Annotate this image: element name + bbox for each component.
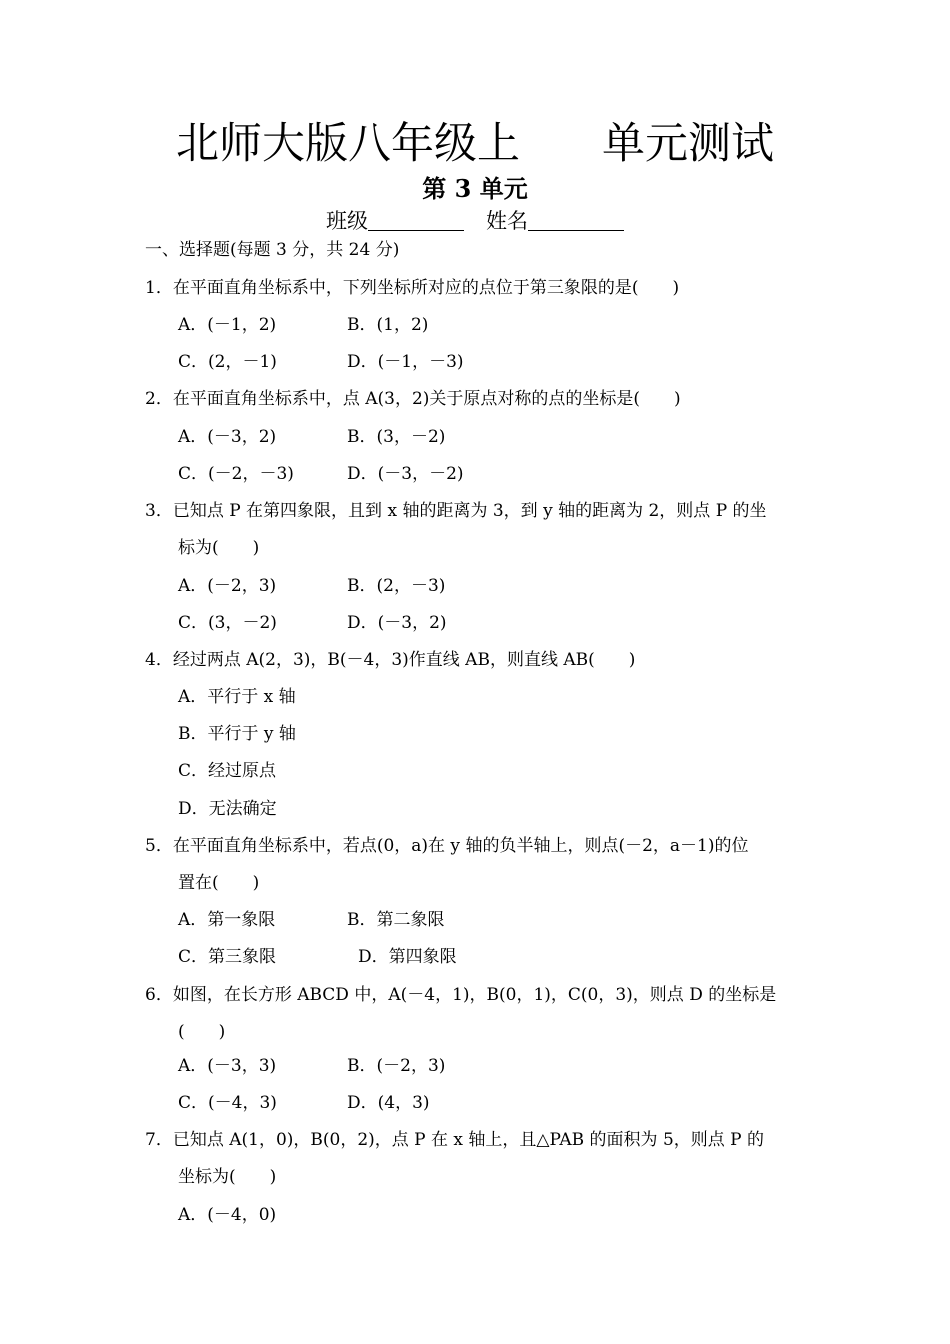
page-title: 北师大版八年级上 单元测试 — [175, 119, 774, 169]
option: B．平行于 y 轴 — [178, 724, 296, 744]
option: A．(－3，3) — [178, 1056, 277, 1076]
option: D．(－1，－3) — [347, 352, 464, 372]
unit-subtitle: 第 3 单元 — [422, 174, 528, 203]
option: A．第一象限 — [178, 910, 276, 930]
option: D．(4，3) — [347, 1093, 430, 1113]
class-blank — [368, 208, 464, 231]
name-label: 姓名 — [486, 209, 528, 233]
question-stem: 1．在平面直角坐标系中，下列坐标所对应的点位于第三象限的是( ) — [145, 278, 680, 298]
question-stem: 3．已知点 P 在第四象限，且到 x 轴的距离为 3，到 y 轴的距离为 2，则点 P 的坐 — [145, 501, 767, 521]
option: B．第二象限 — [347, 910, 445, 930]
option: D．(－3，2) — [347, 613, 447, 633]
option: A．平行于 x 轴 — [178, 687, 296, 707]
option: C．(2，－1) — [178, 352, 277, 372]
option: B．(1，2) — [347, 315, 429, 335]
question-stem-continued: 置在( ) — [178, 873, 260, 893]
option: C．(3，－2) — [178, 613, 277, 633]
student-info-line — [0, 206, 950, 236]
section-heading: 一、选择题(每题 3 分，共 24 分) — [145, 240, 400, 260]
option: D．第四象限 — [358, 947, 457, 967]
option: B．(2，－3) — [347, 576, 446, 596]
option: D．(－3，－2) — [347, 464, 464, 484]
question-stem-continued: 坐标为( ) — [178, 1167, 277, 1187]
option: C．(－4，3) — [178, 1093, 277, 1113]
option: C．第三象限 — [178, 947, 277, 967]
question-stem: 6．如图，在长方形 ABCD 中，A(－4，1)，B(0，1)，C(0，3)，则点 D 的坐标是 — [145, 985, 777, 1005]
question-stem: 7．已知点 A(1，0)，B(0，2)，点 P 在 x 轴上，且△PAB 的面积为 5，则点 P 的 — [145, 1130, 765, 1150]
class-label: 班级 — [326, 209, 368, 233]
option: A．(－3，2) — [178, 427, 277, 447]
name-blank — [528, 208, 624, 231]
question-stem: 5．在平面直角坐标系中，若点(0，a)在 y 轴的负半轴上，则点(－2，a－1)的位 — [145, 836, 749, 856]
option: D．无法确定 — [178, 799, 277, 819]
option: A．(－2，3) — [178, 576, 277, 596]
question-stem-continued: 标为( ) — [178, 538, 260, 558]
option: B．(3，－2) — [347, 427, 446, 447]
option: A．(－4，0) — [178, 1205, 277, 1225]
option: A．(－1，2) — [178, 315, 277, 335]
question-stem: 2．在平面直角坐标系中，点 A(3，2)关于原点对称的点的坐标是( ) — [145, 389, 681, 409]
option: C．经过原点 — [178, 761, 277, 781]
question-stem-continued: ( ) — [178, 1022, 226, 1042]
option: C．(－2，－3) — [178, 464, 294, 484]
option: B．(－2，3) — [347, 1056, 446, 1076]
question-stem: 4．经过两点 A(2，3)，B(－4，3)作直线 AB，则直线 AB( ) — [145, 650, 636, 670]
